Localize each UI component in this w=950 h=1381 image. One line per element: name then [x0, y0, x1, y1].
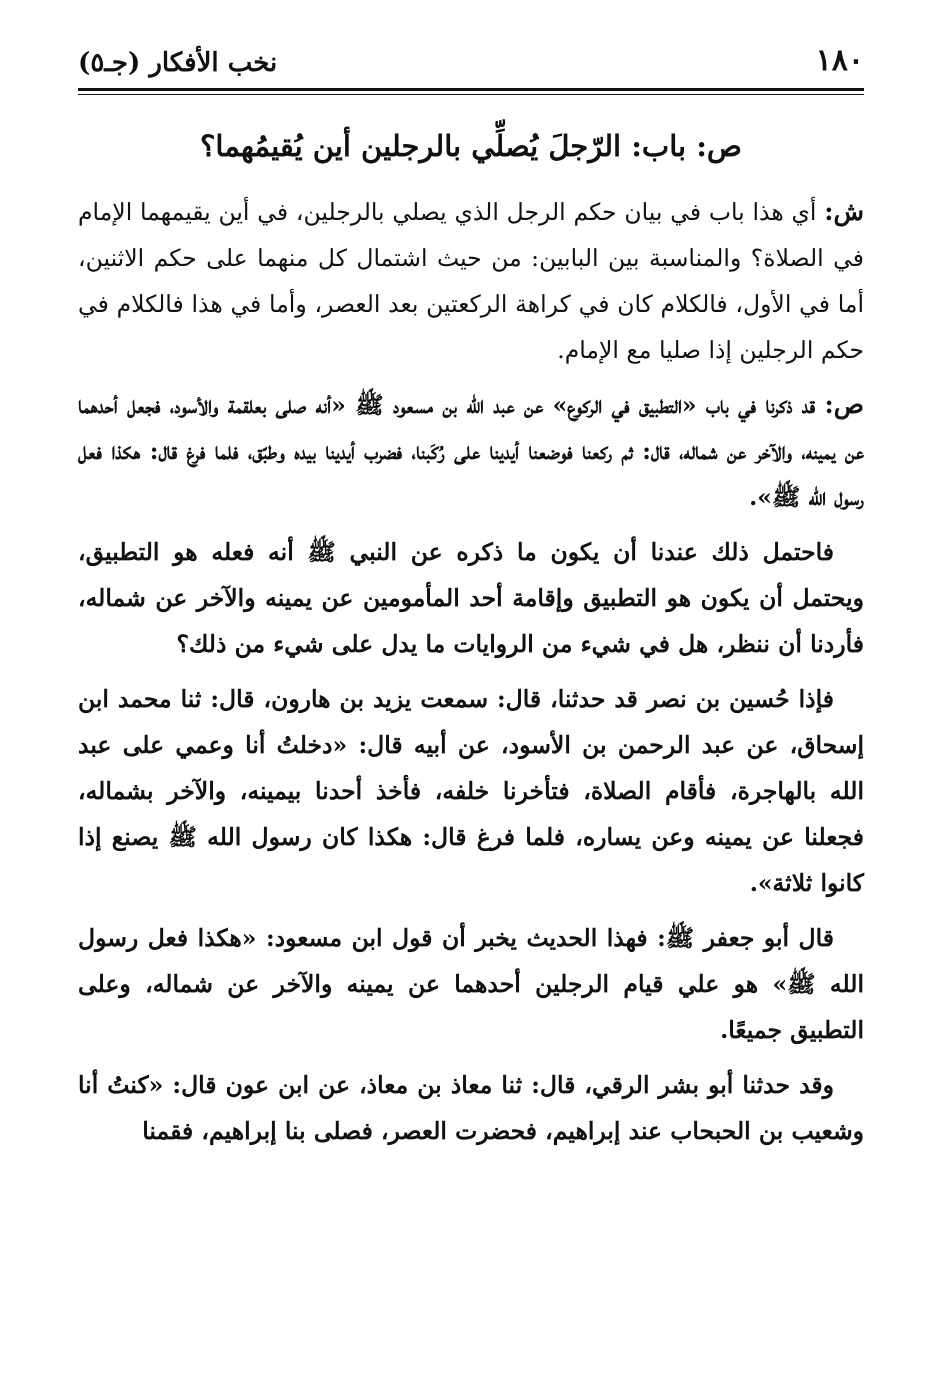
- page-number: ١٨٠: [815, 43, 864, 78]
- paragraph-text: وقد حدثنا أبو بشر الرقي، قال: ثنا معاذ بن معاذ، عن ابن عون قال: «كنتُ أنا وشعيب بن الحبحاب عند إبراهيم، فحضرت العصر، فصلى بنا إبراهيم، فقمنا: [78, 1071, 864, 1145]
- running-header: [78, 30, 864, 78]
- paragraph-text: قد ذكرنا في باب «التطبيق في الركوع» عن عبد الله بن مسعود ﷺ «أنه صلى بعلقمة والأسود، فجعل أحدهما عن يمينه، والآخر عن شماله، قال: ثم ركعنا فوضعنا أيدينا على رُكَبنا، فضرب أيدينا بيده وطبّق، فلما فرغ قال: هكذا فعل رسول الله ﷺ».: [78, 391, 864, 511]
- document-page: [78, 30, 864, 1163]
- paragraph-interpretation: [78, 529, 864, 667]
- paragraph-text: أي هذا باب في بيان حكم الرجل الذي يصلي بالرجلين، في أين يقيمهما الإمام في الصلاة؟ والمناسبة بين البابين: من حيث اشتمال كل منهما على حكم الاثنين، أما في الأول، فالكلام كان في كراهة الركعتين بعد العصر، وأما في هذا فالكلام في حكم الرجلين إذا صليا مع الإمام.: [78, 198, 864, 364]
- paragraph-abu-jafar: [78, 915, 864, 1053]
- book-title: نخب الأفكار (جـ٥): [78, 48, 278, 78]
- paragraph-label: ص:: [824, 390, 864, 419]
- paragraph-text: قال أبو جعفر ﷺ: فهذا الحديث يخبر أن قول ابن مسعود: «هكذا فعل رسول الله ﷺ» هو علي قيام الرجلين أحدهما عن يمينه والآخر عن شماله، وعلى التطبيق جميعًا.: [78, 924, 864, 1044]
- header-divider: [78, 88, 864, 95]
- paragraph-text: فاحتمل ذلك عندنا أن يكون ما ذكره عن النبي ﷺ أنه فعله هو التطبيق، ويحتمل أن يكون هو التطبيق وإقامة أحد المأمومين عن يمينه والآخر عن شماله، فأردنا أن ننظر، هل في شيء من الروايات ما يدل على شيء من ذلك؟: [78, 538, 864, 658]
- paragraph-hadith: [78, 676, 864, 906]
- paragraph-abu-bishr: [78, 1062, 864, 1154]
- paragraph-text-source: [78, 382, 864, 520]
- paragraph-label: ش:: [824, 197, 864, 226]
- paragraph-text: فإذا حُسين بن نصر قد حدثنا، قال: سمعت يزيد بن هارون، قال: ثنا محمد ابن إسحاق، عن عبد الرحمن بن الأسود، عن أبيه قال: «دخلتُ أنا وعمي على عبد الله بالهاجرة، فأقام الصلاة، فتأخرنا خلفه، فأخذ أحدنا بيمينه، والآخر بشماله، فجعلنا عن يمينه وعن يساره، فلما فرغ قال: هكذا كان رسول الله ﷺ يصنع إذا كانوا ثلاثة».: [78, 685, 864, 897]
- paragraph-commentary: [78, 189, 864, 373]
- section-title: ص: باب: الرّجلَ يُصلِّي بالرجلين أين يُقيمُهما؟: [200, 129, 742, 163]
